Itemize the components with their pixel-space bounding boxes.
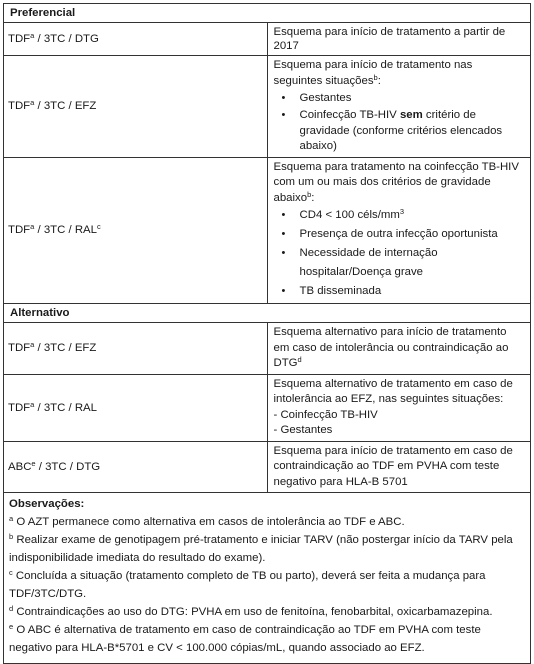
regimen-cell xyxy=(4,441,268,493)
description-cell xyxy=(267,157,531,304)
footnote-marker: b xyxy=(307,189,312,199)
footnote-marker: a xyxy=(30,340,35,350)
description-text: Esquema para tratamento na coinfecção TB-HIV com um ou mais dos critérios de gravidade abaixo xyxy=(273,160,519,204)
regimen-drug-rest: / 3TC / RAL xyxy=(34,224,97,237)
section-heading-preferencial: Preferencial xyxy=(4,4,531,23)
table-row xyxy=(4,157,531,304)
bullet-icon: • xyxy=(281,228,286,240)
bullet-list xyxy=(274,206,525,301)
list-item xyxy=(274,89,525,108)
table-row xyxy=(4,441,531,493)
description-text: - Coinfecção TB-HIV xyxy=(273,408,378,421)
list-item xyxy=(274,244,525,282)
description-text-end: : xyxy=(311,191,315,204)
section-row-preferencial xyxy=(4,4,531,23)
bullet-icon: • xyxy=(281,109,286,121)
regimen-drug: TDF xyxy=(8,33,31,45)
description-text: Esquema para início de tratamento em caso de contraindicação ao TDF em PVHA com teste negativo para HLA-B 5701 xyxy=(273,444,513,488)
section-heading-alternativo: Alternativo xyxy=(4,304,531,323)
table-row xyxy=(4,374,531,441)
regimen-drug: TDF xyxy=(8,342,31,355)
regimen-drug-rest: / 3TC / DTG xyxy=(34,33,99,45)
bullet-icon: • xyxy=(281,209,286,221)
list-item xyxy=(274,206,525,225)
footnote-marker: a xyxy=(30,399,35,409)
description-text: Esquema para início de tratamento a partir de 2017 xyxy=(273,26,506,52)
footnote-marker: c xyxy=(97,222,101,232)
footnote-marker: a xyxy=(30,98,35,108)
footnote-marker: c xyxy=(9,568,13,577)
list-item xyxy=(274,108,525,155)
description-text: - Gestantes xyxy=(273,424,333,436)
observation-text: Contraindicações ao uso do DTG: PVHA em uso de fenitoína, fenobarbital, oxicarbamazepina. xyxy=(13,606,493,618)
description-cell xyxy=(267,323,531,375)
bullet-icon: • xyxy=(281,247,286,259)
regimen-table xyxy=(3,3,531,664)
list-item-text-end: critério de gravidade (conforme critérios elencados abaixo) xyxy=(299,109,503,152)
list-item xyxy=(274,282,525,301)
list-item-text: Gestantes xyxy=(299,92,352,104)
list-item-text: Necessidade de internação hospitalar/Doença grave xyxy=(299,247,438,278)
regimen-drug: TDF xyxy=(8,100,31,113)
description-cell xyxy=(267,23,531,56)
description-cell xyxy=(267,441,531,493)
observation-text: O ABC é alternativa de tratamento em caso de contraindicação ao TDF em PVHA com teste negativo para HLA-B*5701 e CV < 100.000 cópias/mL, quando associado ao EFZ. xyxy=(9,624,481,654)
footnote-marker: d xyxy=(9,604,14,613)
footnote-marker: a xyxy=(30,31,35,40)
list-item-text: Coinfecção TB-HIV xyxy=(299,109,400,121)
description-text: Esquema para início de tratamento nas seguintes situações xyxy=(273,59,473,87)
observation-item xyxy=(9,621,526,657)
table-row xyxy=(4,323,531,375)
bullet-list xyxy=(274,89,525,155)
observation-item xyxy=(9,603,526,621)
observation-text: Realizar exame de genotipagem pré-tratamento e iniciar TARV (não postergar início da TARV pela indisponibilidade imediata do resultado do exame). xyxy=(9,534,513,564)
regimen-drug-rest: / 3TC / RAL xyxy=(34,401,97,414)
section-row-alternativo xyxy=(4,304,531,323)
superscript: 3 xyxy=(399,207,405,216)
list-item-text: TB disseminada xyxy=(299,285,382,297)
regimen-cell xyxy=(4,157,268,304)
regimen-drug-rest: / 3TC / EFZ xyxy=(34,100,97,113)
regimen-drug: ABC xyxy=(8,460,32,473)
description-text: Esquema alternativo para início de tratamento em caso de intolerância ou contraindicação ao DTG xyxy=(273,326,509,369)
observation-text: O AZT permanece como alternativa em casos de intolerância ao TDF e ABC. xyxy=(13,516,405,528)
footnote-marker: e xyxy=(9,622,14,631)
table-row xyxy=(4,56,531,158)
list-item xyxy=(274,225,525,244)
regimen-drug: TDF xyxy=(8,401,31,414)
regimen-cell xyxy=(4,56,268,158)
list-item-text: CD4 < 100 céls/mm xyxy=(299,209,400,221)
description-text: Esquema alternativo de tratamento em caso de intolerância ao EFZ, nas seguintes situações: xyxy=(273,377,513,405)
footnote-marker: b xyxy=(9,532,14,541)
description-text-end: : xyxy=(377,74,381,87)
footnote-marker: a xyxy=(9,514,14,523)
observation-item xyxy=(9,567,526,603)
list-item-bold-text: sem xyxy=(399,109,423,121)
observations-title: Observações: xyxy=(9,498,85,510)
regimen-cell xyxy=(4,323,268,375)
bullet-icon: • xyxy=(281,285,286,297)
footnote-marker: b xyxy=(373,72,378,82)
observations-row xyxy=(4,493,531,664)
regimen-cell xyxy=(4,23,268,56)
footnote-marker: e xyxy=(31,458,36,468)
footnote-marker: d xyxy=(297,355,302,364)
regimen-drug: TDF xyxy=(8,224,31,237)
regimen-cell xyxy=(4,374,268,441)
footnote-marker: a xyxy=(30,222,35,232)
regimen-drug-rest: / 3TC / DTG xyxy=(35,460,101,473)
observation-item xyxy=(9,513,526,531)
list-item-text: Presença de outra infecção oportunista xyxy=(299,228,498,240)
description-cell xyxy=(267,374,531,441)
observation-item xyxy=(9,531,526,567)
description-cell xyxy=(267,56,531,158)
bullet-icon: • xyxy=(281,92,286,104)
observation-text: Concluída a situação (tratamento completo de TB ou parto), deverá ser feita a mudança para TDF/3TC/DTG. xyxy=(9,570,486,600)
regimen-drug-rest: / 3TC / EFZ xyxy=(34,342,97,355)
observations-cell xyxy=(4,493,531,664)
table-row xyxy=(4,23,531,56)
